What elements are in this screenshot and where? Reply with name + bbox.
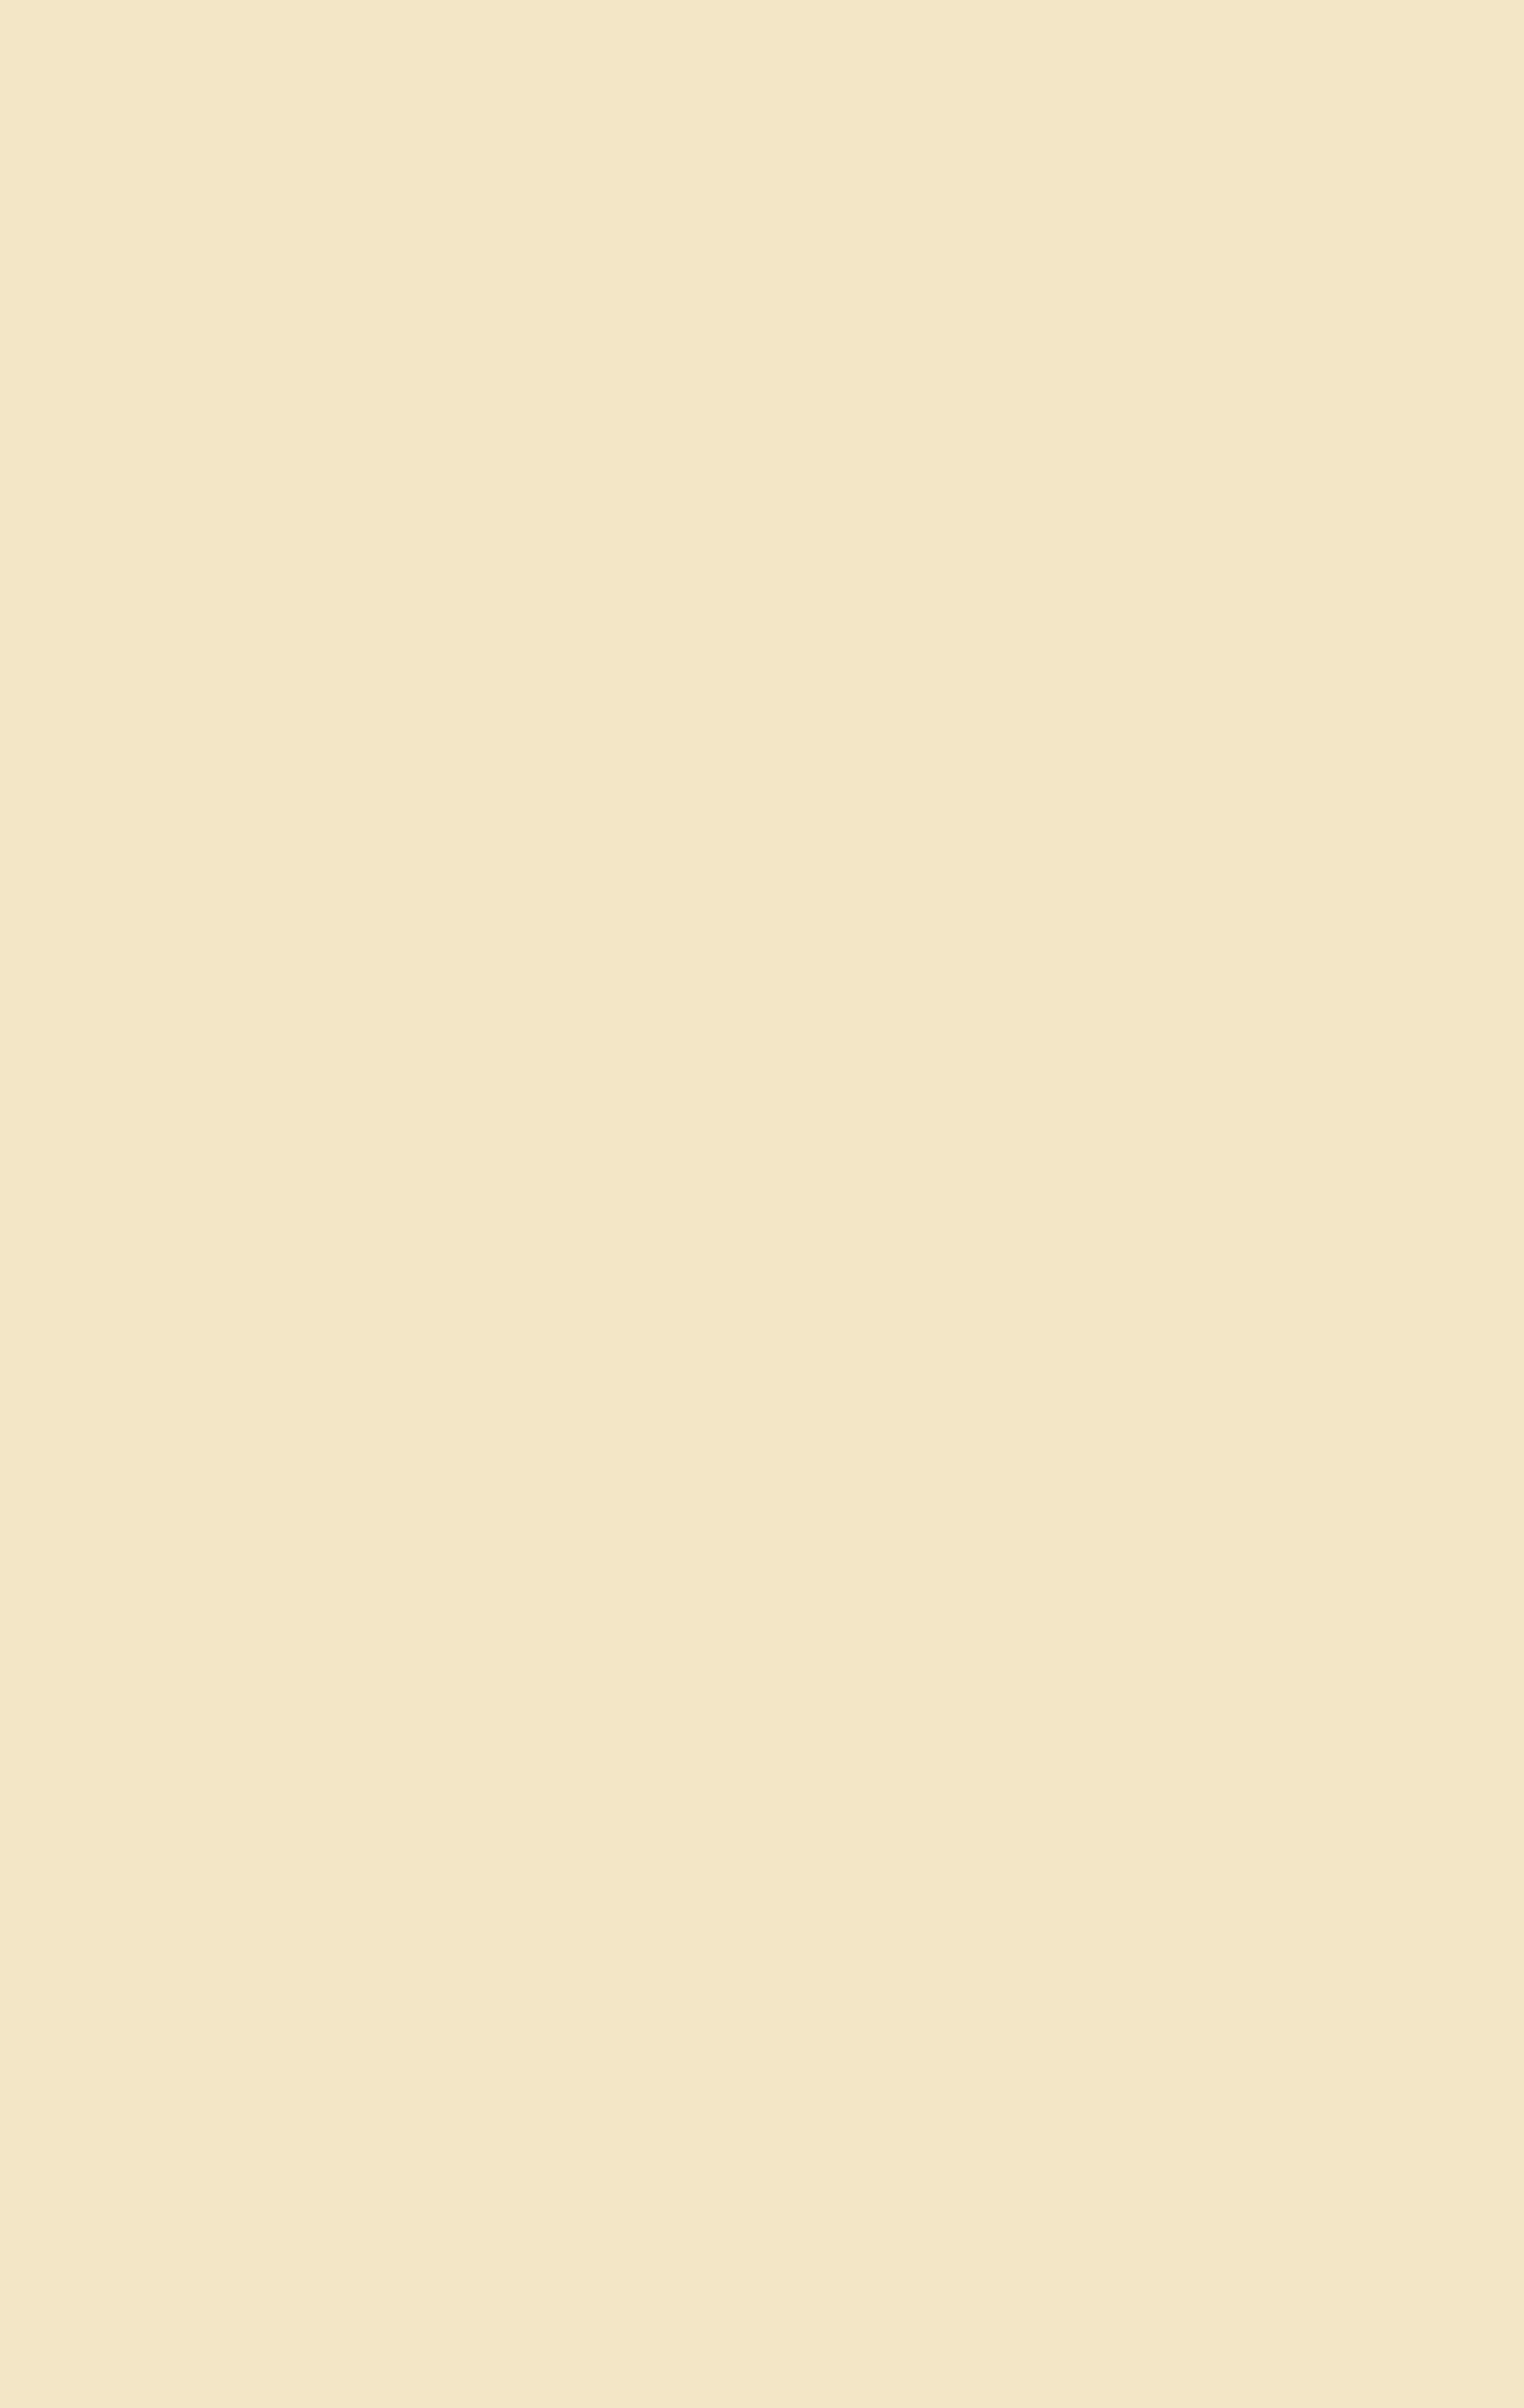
continuation-lyrics xyxy=(0,326,1524,365)
continuation-treble-staff xyxy=(0,218,1524,324)
chorus-treble-staff-1 xyxy=(0,1529,1524,1668)
chorus-bass-staff-1 xyxy=(0,1734,1524,1886)
chorus-lyrics-2 xyxy=(0,2078,1524,2118)
chorus-bass-staff-2 xyxy=(0,2128,1524,2260)
verse-block-b xyxy=(0,1291,1524,1469)
verse-block-a xyxy=(0,937,1524,1115)
verse-staff-2 xyxy=(0,1178,1524,1291)
epigraph xyxy=(99,700,1291,703)
chorus-lyrics-1 xyxy=(0,1685,1524,1724)
continuation-bass-staff xyxy=(0,424,1524,556)
chorus-treble-staff-2 xyxy=(0,1913,1524,2059)
verse-staff-1 xyxy=(0,827,1524,940)
